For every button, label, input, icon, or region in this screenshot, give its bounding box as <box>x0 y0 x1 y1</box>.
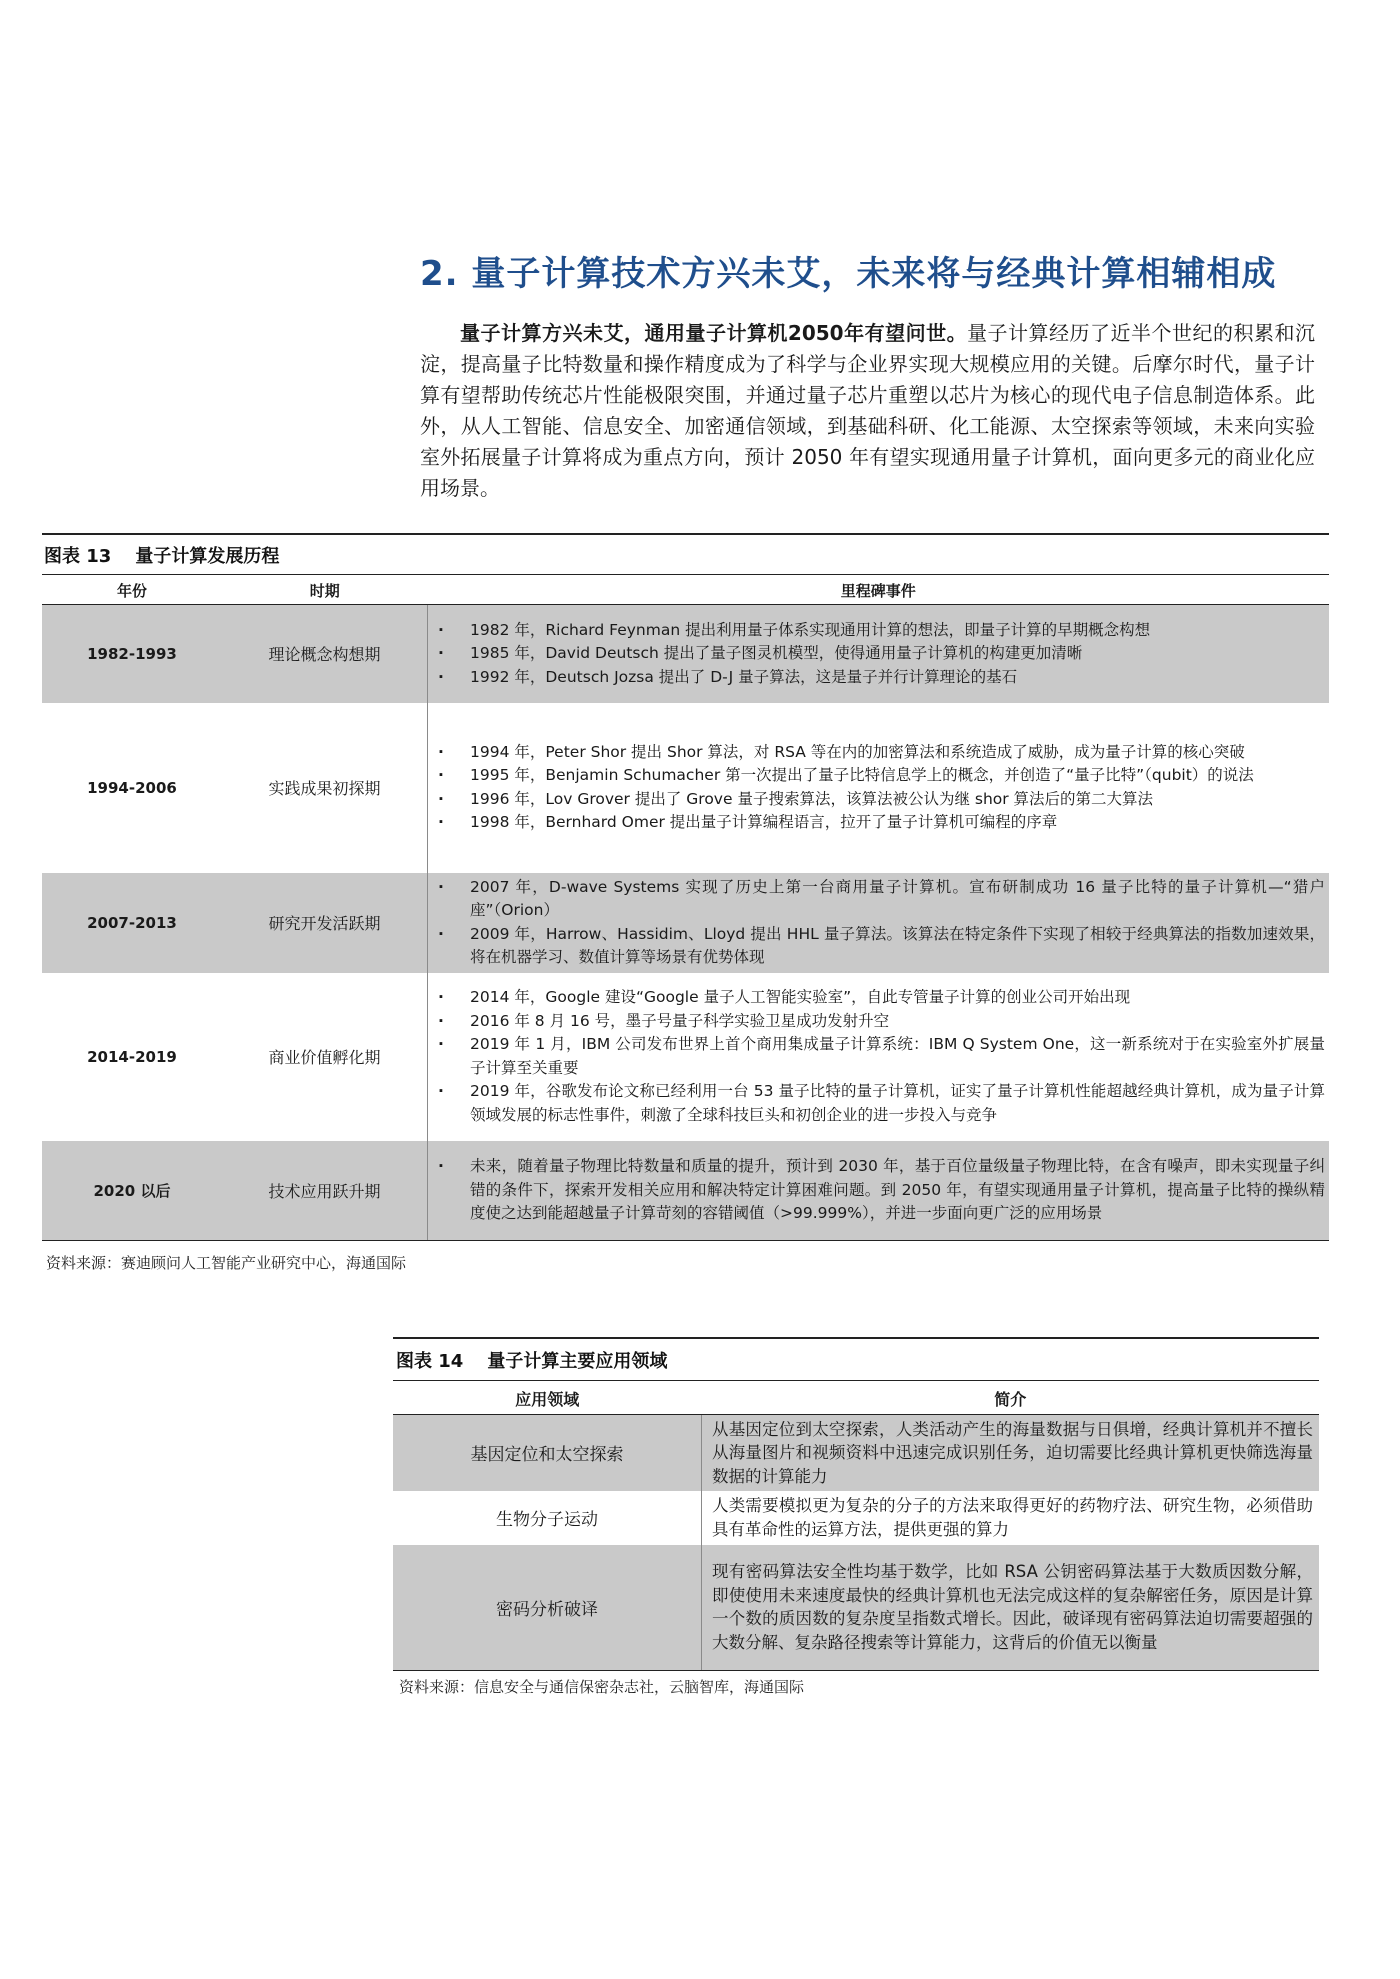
event-item: · 1998 年，Bernhard Omer 提出量子计算编程语言，拉开了量子计算机可编程的序章 <box>428 811 1325 835</box>
row-area: 密码分析破译 <box>393 1545 702 1671</box>
event-item: · 2014 年，Google 建设“Google 量子人工智能实验室”，自此专管量子计算的创业公司开始出现 <box>428 986 1325 1010</box>
row-events <box>428 703 1330 873</box>
table-row <box>42 605 1329 703</box>
figure14-top-rule <box>393 1337 1319 1339</box>
figure14-title: 量子计算主要应用领域 <box>487 1351 668 1372</box>
row-period: 理论概念构想期 <box>222 605 428 703</box>
figure13-table <box>42 576 1329 1241</box>
figure14-caption-rule <box>393 1380 1319 1381</box>
event-item: · 1994 年，Peter Shor 提出 Shor 算法，对 RSA 等在内的加密算法和系统造成了威胁，成为量子计算的核心突破 <box>428 741 1325 765</box>
figure13-header-row <box>42 576 1329 605</box>
event-item: · 未来，随着量子物理比特数量和质量的提升，预计到 2030 年，基于百位量级量子物理比特，在含有噪声，即未实现量子纠错的条件下，探索开发相关应用和解决特定计算困难问题。到 2050 年，有望实现通用量子计算机，提高量子比特的操纵精度使之达到能超越量子计算苛刻的容错阈值（>99.999%），并进一步面向更广泛的应用场景 <box>428 1155 1325 1226</box>
figure14-table <box>393 1382 1319 1671</box>
table-row <box>42 1141 1329 1241</box>
intro-bold-lead: 量子计算方兴未艾，通用量子计算机2050年有望问世。 <box>460 321 968 345</box>
table-row <box>393 1491 1319 1545</box>
table-row <box>42 873 1329 973</box>
row-period: 技术应用跃升期 <box>222 1141 428 1241</box>
figure14-source: 资料来源：信息安全与通信保密杂志社，云脑智库，海通国际 <box>399 1678 805 1696</box>
row-period: 商业价值孵化期 <box>268 1048 381 1067</box>
row-area: 基因定位和太空探索 <box>393 1415 702 1491</box>
figure13-label: 图表 13 <box>44 546 112 567</box>
event-item: · 1992 年，Deutsch Jozsa 提出了 D-J 量子算法，这是量子并行计算理论的基石 <box>428 666 1325 690</box>
column-header-events: 里程碑事件 <box>428 576 1330 605</box>
figure13-source: 资料来源：赛迪顾问人工智能产业研究中心，海通国际 <box>46 1254 407 1272</box>
figure13-top-rule <box>42 533 1329 535</box>
section-title: 2. 量子计算技术方兴未艾，未来将与经典计算相辅相成 <box>420 254 1277 294</box>
table-row <box>42 973 1329 1141</box>
column-header-year: 年份 <box>42 576 222 605</box>
row-year: 1982-1993 <box>42 605 222 703</box>
row-period: 实践成果初探期 <box>268 779 381 798</box>
row-desc: 现有密码算法安全性均基于数学，比如 RSA 公钥密码算法基于大数质因数分解，即使使用未来速度最快的经典计算机也无法完成这样的复杂解密任务，原因是计算一个数的质因数的复杂度呈指数式增长。因此，破译现有密码算法迫切需要超强的大数分解、复杂路径搜索等计算能力，这背后的价值无以衡量 <box>702 1545 1320 1671</box>
intro-text: 量子计算经历了近半个世纪的积累和沉淀，提高量子比特数量和操作精度成为了科学与企业界实现大规模应用的关键。后摩尔时代，量子计算有望帮助传统芯片性能极限突围，并通过量子芯片重塑以芯片为核心的现代电子信息制造体系。此外，从人工智能、信息安全、加密通信领域，到基础科研、化工能源、太空探索等领域，未来向实验室外拓展量子计算将成为重点方向，预计 2050 年有望实现通用量子计算机，面向更多元的商业化应用场景。 <box>420 321 1315 500</box>
row-year: 2014-2019 <box>87 1047 177 1066</box>
event-item: · 1995 年，Benjamin Schumacher 第一次提出了量子比特信息学上的概念，并创造了“量子比特”（qubit）的说法 <box>428 764 1325 788</box>
event-item: · 2016 年 8 月 16 号，墨子号量子科学实验卫星成功发射升空 <box>428 1010 1325 1034</box>
row-events <box>428 1141 1330 1241</box>
figure13-caption <box>44 542 279 568</box>
event-item: · 1996 年，Lov Grover 提出了 Grove 量子搜索算法，该算法被公认为继 shor 算法后的第二大算法 <box>428 788 1325 812</box>
table-row <box>42 703 1329 873</box>
column-header-area: 应用领域 <box>393 1382 702 1415</box>
figure13-title: 量子计算发展历程 <box>135 546 280 567</box>
column-header-desc: 简介 <box>702 1382 1320 1415</box>
table-row <box>393 1415 1319 1491</box>
event-item: · 1985 年，David Deutsch 提出了量子图灵机模型，使得通用量子计算机的构建更加清晰 <box>428 642 1325 666</box>
row-events <box>428 605 1330 703</box>
row-area: 生物分子运动 <box>496 1510 598 1530</box>
figure14-label: 图表 14 <box>396 1351 464 1372</box>
event-item: · 2007 年，D-wave Systems 实现了历史上第一台商用量子计算机。宣布研制成功 16 量子比特的量子计算机—“猎户座”（Orion） <box>428 876 1325 923</box>
row-year: 1994-2006 <box>87 778 177 797</box>
row-events <box>428 973 1330 1141</box>
row-events <box>428 873 1330 973</box>
event-item: · 2009 年，Harrow、Hassidim、Lloyd 提出 HHL 量子算法。该算法在特定条件下实现了相较于经典算法的指数加速效果，将在机器学习、数值计算等场景有优势体现 <box>428 923 1325 970</box>
column-header-period: 时期 <box>222 576 428 605</box>
figure13-caption-rule <box>42 574 1329 575</box>
event-item: · 1982 年，Richard Feynman 提出利用量子体系实现通用计算的想法，即量子计算的早期概念构想 <box>428 619 1325 643</box>
event-item: · 2019 年，谷歌发布论文称已经利用一台 53 量子比特的量子计算机，证实了量子计算机性能超越经典计算机，成为量子计算领域发展的标志性事件，刺激了全球科技巨头和初创企业的进一步投入与竞争 <box>428 1080 1325 1127</box>
row-period: 研究开发活跃期 <box>222 873 428 973</box>
event-item: · 2019 年 1 月，IBM 公司发布世界上首个商用集成量子计算系统：IBM Q System One，这一新系统对于在实验室外扩展量子计算至关重要 <box>428 1033 1325 1080</box>
row-desc: 从基因定位到太空探索，人类活动产生的海量数据与日俱增，经典计算机并不擅长从海量图片和视频资料中迅速完成识别任务，迫切需要比经典计算机更快筛选海量数据的计算能力 <box>702 1415 1320 1491</box>
row-desc: 人类需要模拟更为复杂的分子的方法来取得更好的药物疗法、研究生物，必须借助具有革命性的运算方法，提供更强的算力 <box>702 1491 1320 1545</box>
row-year: 2020 以后 <box>42 1141 222 1241</box>
intro-paragraph <box>420 318 1315 504</box>
table-row <box>393 1545 1319 1671</box>
figure14-header-row <box>393 1382 1319 1415</box>
row-year: 2007-2013 <box>42 873 222 973</box>
figure14-caption <box>396 1347 667 1373</box>
